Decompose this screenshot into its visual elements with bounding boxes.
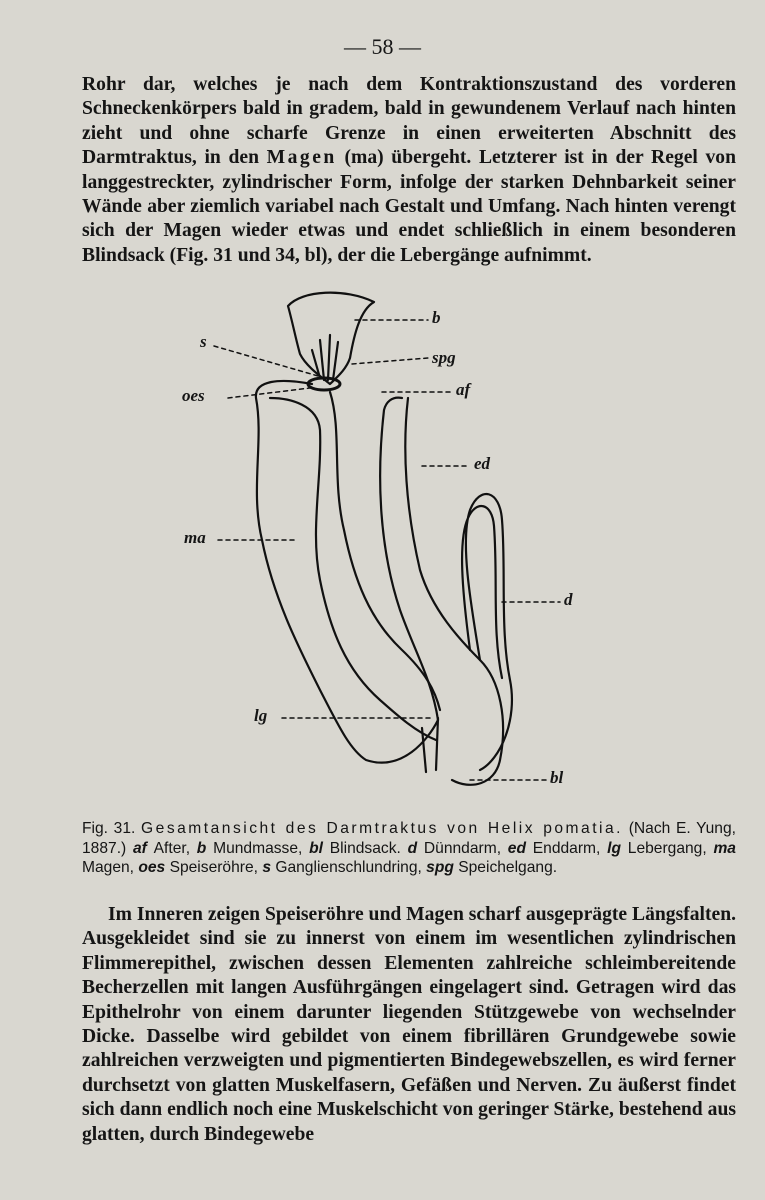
label-af: af (456, 380, 471, 399)
legend-term: Dünndarm, (423, 839, 508, 857)
legend-term: Lebergang, (627, 839, 714, 857)
figure-caption (82, 819, 736, 878)
legend-term: Magen, (82, 859, 139, 876)
esophagus-outer (256, 381, 438, 763)
legend-term: Speiseröhre, (169, 859, 263, 876)
label-spg: spg (432, 348, 456, 367)
small-intestine-loop (462, 494, 512, 770)
legend-abbr: b (196, 839, 214, 857)
legend-abbr: bl (309, 839, 330, 857)
page-number: — 58 — (344, 34, 421, 59)
caption-legend (82, 840, 736, 877)
legend-term: Blindsack. (329, 839, 408, 857)
label-oes: oes (182, 386, 205, 405)
legend-abbr: af (132, 839, 154, 857)
caption-title: Gesamtansicht des Darmtraktus von Helix pomatia. (141, 820, 624, 837)
label-ed: ed (474, 454, 491, 473)
paragraph-1 (82, 73, 736, 268)
legend-term: Ganglienschlundring, (275, 859, 427, 876)
label-b: b (432, 308, 441, 327)
paragraph-1-text-b: (ma) übergeht. Letzterer ist in der Regel von langgestreckter, zylindrischer Form, infolge der starken Dehnbarkeit seiner Wände aber ziemlich variabel nach Gestalt und Umfang. Nach hinten verengt sich der Magen wieder etwas und endet schließlich in einem besonderen Blindsack (Fig. 31 und 34, bl), der die Lebergänge aufnimmt. (82, 147, 736, 266)
legend-abbr: spg (426, 859, 459, 876)
label-lg: lg (254, 706, 268, 725)
intestinal-tract-drawing (170, 280, 590, 810)
legend-term: Speichelgang. (458, 859, 558, 876)
legend-term: After, (153, 839, 197, 857)
paragraph-2: Im Inneren zeigen Speiseröhre und Magen scharf ausgeprägte Längsfalten. Ausgekleidet sind sie zu innerst von einem im wesentlichen zylindrischen Flimmerepithel, zwischen dessen Elementen zahlreiche schleimbereitende Becherzellen mit langen Ausführgängen eingelagert sind. Getragen wird das Epithelrohr von einem darunter liegenden Stützgewebe von wechselnder Dicke. Dasselbe wird gebildet von einem fibrillären Grundgewebe sowie zahlreichen verzweigten und pigmentierten Bindegewebszellen, es wird ferner durchsetzt von glatten Muskelfasern, Gefäßen und Nerven. Zu äußerst findet sich dann endlich noch eine Muskelschicht von geringer Stärke, bestehend aus glatten, durch Bindegewebe (82, 904, 736, 1145)
paragraph-1-magen: Magen (266, 147, 337, 169)
label-bl: bl (550, 768, 564, 787)
legend-abbr: lg (607, 839, 628, 857)
paragraph-1-text-a: Rohr dar, welches je nach dem Kontraktionszustand des vorderen Schneckenkörpers bald in gradem, bald in gewundenem Verlauf nach hinten zieht und ohne scharfe Grenze in einen erweiterten Abschnitt des Darmtraktus, in den (82, 74, 736, 169)
legend-abbr: ma (713, 839, 736, 857)
legend-abbr: ed (507, 839, 533, 857)
legend-abbr: oes (138, 859, 170, 876)
legend-abbr: d (407, 839, 424, 857)
legend-abbr: s (262, 859, 276, 876)
figure-31 (170, 280, 590, 810)
label-s: s (200, 332, 207, 351)
legend-term: Enddarm, (532, 839, 608, 857)
caption-fig-label: Fig. 31. (82, 820, 136, 837)
legend-term: Mundmasse, (213, 839, 310, 857)
caption-source: (Nach E. Yung, 1887.) (82, 820, 736, 857)
label-ma: ma (184, 528, 206, 547)
label-d: d (564, 590, 573, 609)
